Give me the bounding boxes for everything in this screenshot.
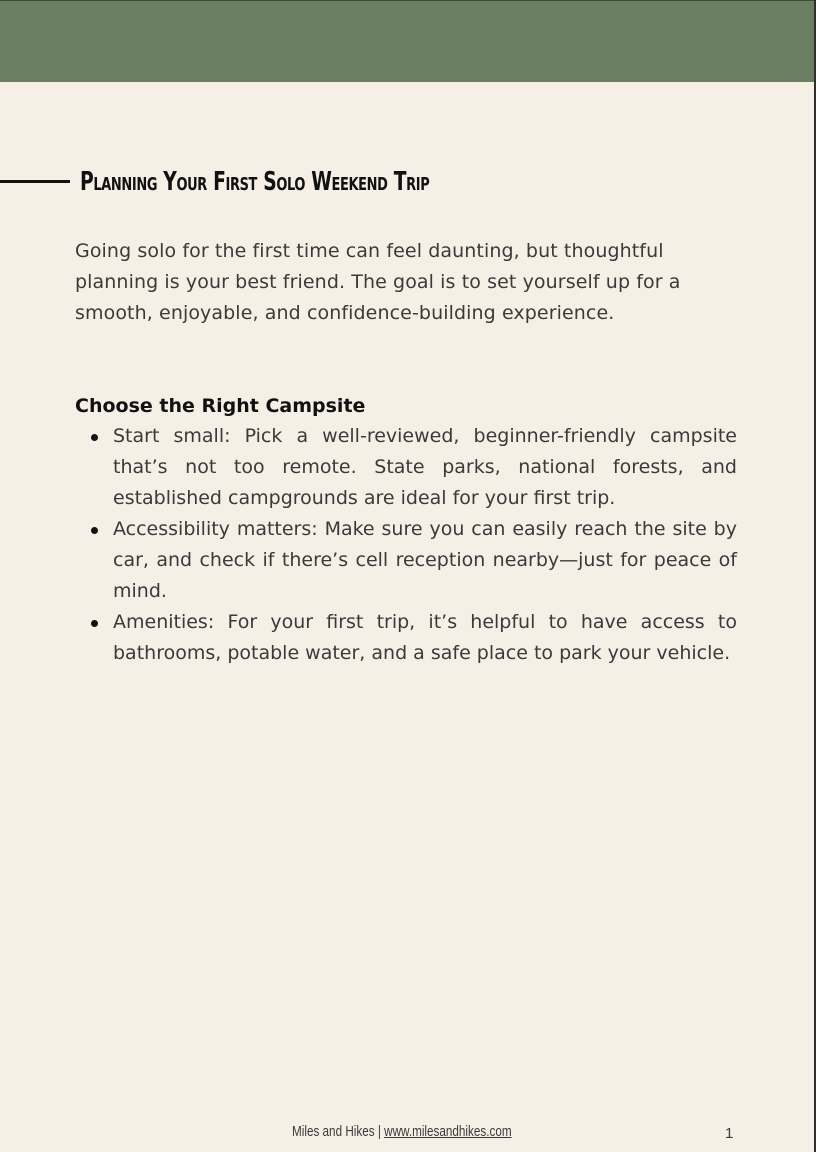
footer-brand: Miles and Hikes [292,1123,375,1140]
bullet-list [75,421,737,669]
page-title: Planning Your First Solo Weekend Trip [80,167,430,197]
list-item-text: Start small: Pick a well-reviewed, beginner-friendly campsite that’s not too remote. State parks, national forests, and established campgrounds are ideal for your first trip. [113,425,737,509]
bullet-icon [91,620,98,627]
footer-website-link[interactable]: www.milesandhikes.com [384,1123,512,1140]
footer [0,1123,816,1145]
page-number: 1 [725,1125,734,1142]
bullet-icon [91,527,98,534]
list-item-text: Amenities: For your first trip, it’s helpful to have access to bathrooms, potable water, and a safe place to park your vehicle. [113,611,737,664]
intro-paragraph: Going solo for the first time can feel daunting, but thoughtful planning is your best friend. The goal is to set yourself up for a smooth, enjoyable, and confidence-building experience. [75,240,681,324]
list-item-text: Accessibility matters: Make sure you can easily reach the site by car, and check if there’s cell reception nearby—just for peace of mind. [113,518,737,602]
heading-rule [0,180,70,183]
list-item [75,607,737,669]
footer-separator: | [374,1123,385,1140]
header-band-edge [0,0,816,1]
section-title: Choose the Right Campsite [75,395,366,417]
header-band [0,0,814,82]
list-item [75,514,737,607]
footer-brand-line [292,1123,512,1140]
bullet-icon [91,434,98,441]
list-item [75,421,737,514]
